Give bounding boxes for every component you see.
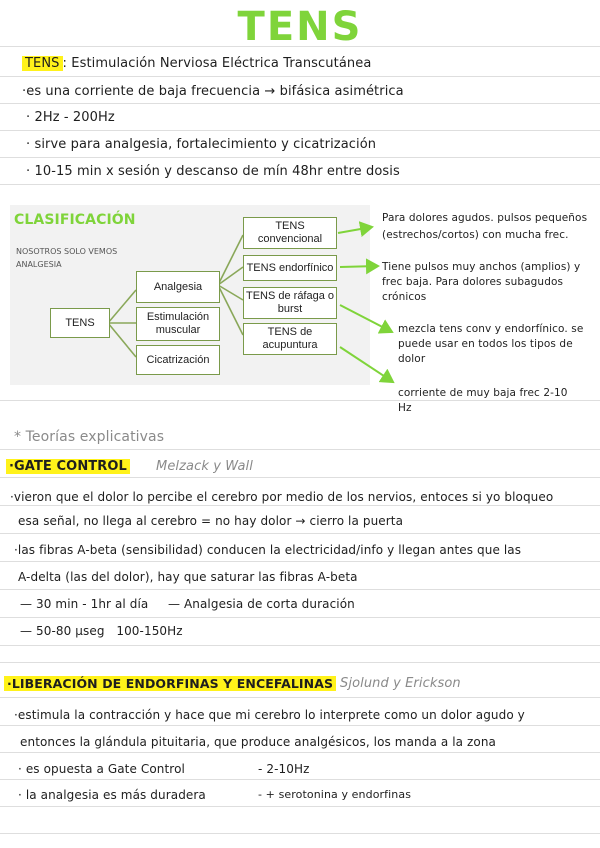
classification-diagram [10, 205, 370, 385]
endorphins-line: entonces la glándula pituitaria, que produce analgésicos, los manda a la zona [20, 735, 496, 749]
endorphins-note: - + serotonina y endorfinas [258, 788, 412, 801]
diagram-branch-analgesia: Analgesia [136, 271, 220, 303]
description-endorfinico: Tiene pulsos muy anchos (amplios) y frec baja. Para dolores subagudos crónicos [382, 261, 581, 303]
diagram-type-acupuntura: TENS de acupuntura [243, 323, 337, 355]
endorphins-note: - 2-10Hz [258, 762, 310, 776]
endorphins-authors: Sjolund y Erickson [340, 676, 461, 691]
intro-line: · sirve para analgesia, fortalecimiento y cicatrización [26, 137, 377, 152]
gate-line: — 30 min - 1hr al día — Analgesia de corta duración [20, 597, 355, 611]
ruled-line [0, 76, 600, 77]
diagram-type-convencional: TENS convencional [243, 217, 337, 249]
classification-note: NOSOTROS SOLO VEMOS ANALGESIA [16, 247, 118, 269]
gate-line: — 50-80 μseg 100-150Hz [20, 624, 183, 638]
intro-definition-line [22, 56, 371, 71]
ruled-line [0, 662, 600, 663]
diagram-branch-cicatrizacion: Cicatrización [136, 345, 220, 375]
ruled-line [0, 533, 600, 534]
description-acupuntura: corriente de muy baja frec 2-10 Hz [398, 387, 568, 414]
gate-line: ·las fibras A-beta (sensibilidad) conducen la electricidad/info y llegan antes que las [14, 543, 522, 557]
tens-definition: : Estimulación Nerviosa Eléctrica Transcutánea [62, 56, 372, 71]
ruled-line [0, 725, 600, 726]
theories-heading: * Teorías explicativas [14, 429, 165, 445]
endorphins-title: ·LIBERACIÓN DE ENDORFINAS Y ENCEFALINAS [4, 676, 336, 691]
ruled-line [0, 617, 600, 618]
gate-line: A-delta (las del dolor), hay que saturar las fibras A-beta [18, 570, 358, 584]
diagram-root-tens: TENS [50, 308, 110, 338]
gate-line: esa señal, no llega al cerebro = no hay dolor → cierro la puerta [18, 514, 404, 528]
intro-line: · 10-15 min x sesión y descanso de mín 48hr entre dosis [26, 164, 400, 179]
endorphins-line: · la analgesia es más duradera [18, 788, 206, 802]
gate-control-authors: Melzack y Wall [156, 459, 253, 474]
ruled-line [0, 103, 600, 104]
gate-line: ·vieron que el dolor lo percibe el cerebro por medio de los nervios, entoces si yo bloqueo [10, 490, 554, 504]
ruled-line [0, 589, 600, 590]
gate-control-title: ·GATE CONTROL [6, 459, 130, 474]
description-rafaga: mezcla tens conv y endorfínico. se puede usar en todos los tipos de dolor [398, 323, 584, 365]
ruled-line [0, 645, 600, 646]
intro-line: ·es una corriente de baja frecuencia → bifásica asimétrica [22, 84, 404, 99]
ruled-line [0, 130, 600, 131]
ruled-line [0, 779, 600, 780]
ruled-line [0, 561, 600, 562]
ruled-line [0, 157, 600, 158]
description-convencional: Para dolores agudos. pulsos pequeños (estrechos/cortos) con mucha frec. [382, 212, 588, 241]
ruled-line [0, 477, 600, 478]
classification-heading: CLASIFICACIÓN [14, 212, 136, 228]
ruled-line [0, 505, 600, 506]
page-title: TENS [237, 4, 363, 50]
diagram-type-rafaga: TENS de ráfaga o burst [243, 287, 337, 319]
ruled-line [0, 833, 600, 834]
ruled-line [0, 184, 600, 185]
ruled-line [0, 697, 600, 698]
ruled-line [0, 752, 600, 753]
endorphins-line: · es opuesta a Gate Control [18, 762, 185, 776]
diagram-branch-estimulacion: Estimulación muscular [136, 307, 220, 341]
diagram-type-endorfinico: TENS endorfínico [243, 255, 337, 281]
endorphins-line: ·estimula la contracción y hace que mi cerebro lo interprete como un dolor agudo y [14, 708, 525, 722]
ruled-line [0, 449, 600, 450]
tens-term: TENS [22, 56, 63, 71]
ruled-line [0, 806, 600, 807]
intro-line: · 2Hz - 200Hz [26, 110, 115, 125]
